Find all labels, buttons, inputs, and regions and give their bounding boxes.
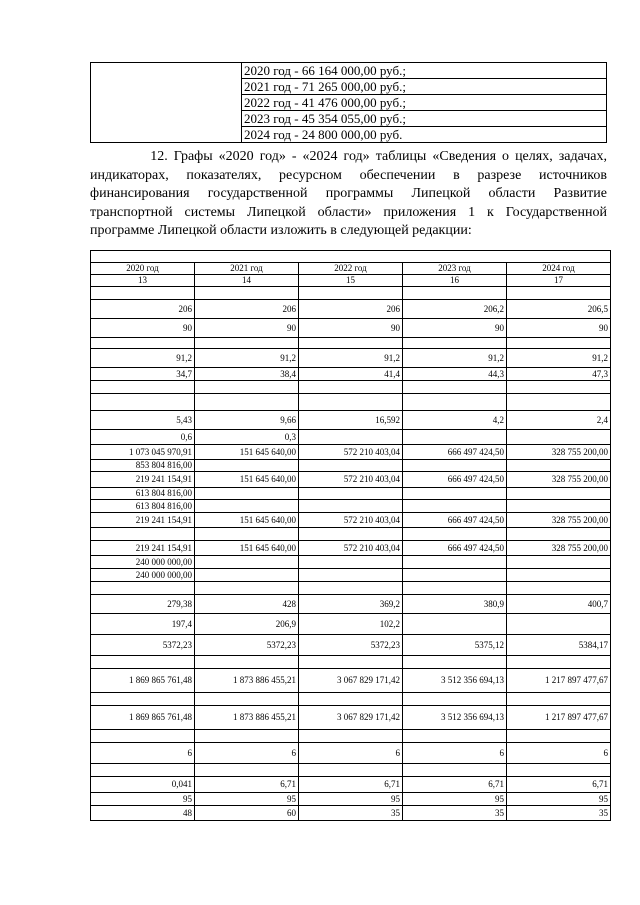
table-cell	[91, 287, 195, 300]
table-cell: 1 073 045 970,91	[91, 445, 195, 460]
table-cell: 666 497 424,50	[403, 513, 507, 528]
table-row	[91, 430, 611, 445]
table-header-row	[91, 263, 611, 275]
table-row	[91, 381, 611, 394]
table-cell	[403, 693, 507, 706]
table-row	[91, 595, 611, 614]
table-cell: 369,2	[299, 595, 403, 614]
table-cell: 6,71	[299, 777, 403, 793]
table-cell	[299, 528, 403, 541]
column-header: 2024 год	[507, 263, 611, 275]
table-cell	[403, 582, 507, 595]
budget-line: 2021 год - 71 265 000,00 руб.;	[242, 79, 607, 95]
table-cell: 4,2	[403, 411, 507, 430]
table-cell: 328 755 200,00	[507, 513, 611, 528]
table-row	[91, 656, 611, 669]
table-cell: 572 210 403,04	[299, 513, 403, 528]
table-row	[91, 743, 611, 764]
table-cell	[403, 528, 507, 541]
table-cell	[299, 430, 403, 445]
table-cell: 3 067 829 171,42	[299, 669, 403, 693]
table-cell: 6	[403, 743, 507, 764]
table-cell: 90	[195, 319, 299, 338]
table-row	[91, 806, 611, 821]
table-cell: 1 869 865 761,48	[91, 706, 195, 730]
table-cell	[403, 394, 507, 411]
table-cell: 90	[507, 319, 611, 338]
table-cell: 6,71	[507, 777, 611, 793]
table-row	[91, 368, 611, 381]
table-cell	[507, 764, 611, 777]
table-cell: 95	[91, 793, 195, 806]
table-cell: 91,2	[299, 349, 403, 368]
table-cell	[403, 556, 507, 569]
table-cell: 2,4	[507, 411, 611, 430]
table-cell	[507, 656, 611, 669]
table-cell: 666 497 424,50	[403, 541, 507, 556]
table-cell: 3 512 356 694,13	[403, 669, 507, 693]
table-cell	[403, 569, 507, 582]
column-number: 14	[195, 275, 299, 287]
table-cell: 41,4	[299, 368, 403, 381]
table-cell	[507, 338, 611, 349]
table-cell	[299, 460, 403, 472]
table-cell	[507, 614, 611, 635]
table-cell	[403, 460, 507, 472]
table-cell: 0,041	[91, 777, 195, 793]
table-cell: 95	[403, 793, 507, 806]
blank-cell	[91, 251, 611, 263]
table-cell: 853 804 816,00	[91, 460, 195, 472]
table-row	[91, 445, 611, 460]
table-cell	[91, 381, 195, 394]
table-cell	[299, 582, 403, 595]
table-cell: 666 497 424,50	[403, 472, 507, 488]
table-cell	[195, 488, 299, 500]
table-cell: 428	[195, 595, 299, 614]
table-cell: 90	[91, 319, 195, 338]
table-row	[91, 569, 611, 582]
column-header: 2020 год	[91, 263, 195, 275]
table-cell: 3 067 829 171,42	[299, 706, 403, 730]
table-cell	[403, 730, 507, 743]
table-cell	[507, 381, 611, 394]
indicators-table	[90, 250, 611, 821]
table-cell: 38,4	[195, 368, 299, 381]
table-row	[91, 338, 611, 349]
table-cell: 91,2	[507, 349, 611, 368]
table-cell	[403, 381, 507, 394]
table-row	[91, 793, 611, 806]
table-cell: 44,3	[403, 368, 507, 381]
table-cell: 35	[299, 806, 403, 821]
paragraph-number: 12	[150, 149, 165, 164]
table-cell	[299, 287, 403, 300]
table-cell: 328 755 200,00	[507, 541, 611, 556]
table-row	[91, 528, 611, 541]
table-cell: 572 210 403,04	[299, 472, 403, 488]
table-cell	[507, 500, 611, 513]
budget-lines-table	[90, 62, 607, 143]
table-cell	[507, 528, 611, 541]
table-cell	[195, 569, 299, 582]
column-number: 17	[507, 275, 611, 287]
table-cell	[299, 693, 403, 706]
table-cell: 95	[507, 793, 611, 806]
budget-line-row	[91, 63, 607, 79]
table-cell: 240 000 000,00	[91, 569, 195, 582]
table-cell	[299, 488, 403, 500]
table-cell	[195, 656, 299, 669]
table-cell: 219 241 154,91	[91, 513, 195, 528]
table-row	[91, 411, 611, 430]
table-cell: 197,4	[91, 614, 195, 635]
table-cell	[507, 730, 611, 743]
table-cell: 5375,12	[403, 635, 507, 656]
table-row	[91, 472, 611, 488]
table-row	[91, 693, 611, 706]
table-cell: 613 804 816,00	[91, 500, 195, 513]
table-cell	[403, 656, 507, 669]
table-cell	[195, 582, 299, 595]
table-cell: 47,3	[507, 368, 611, 381]
table-cell: 151 645 640,00	[195, 541, 299, 556]
table-cell: 206,9	[195, 614, 299, 635]
table-row	[91, 614, 611, 635]
table-cell	[195, 556, 299, 569]
table-cell: 5372,23	[91, 635, 195, 656]
table-cell: 151 645 640,00	[195, 472, 299, 488]
table-cell: 151 645 640,00	[195, 445, 299, 460]
column-number: 16	[403, 275, 507, 287]
table-cell: 279,38	[91, 595, 195, 614]
table-row	[91, 706, 611, 730]
table-cell: 6,71	[195, 777, 299, 793]
table-row	[91, 541, 611, 556]
table-cell: 328 755 200,00	[507, 472, 611, 488]
table-cell: 328 755 200,00	[507, 445, 611, 460]
table-cell	[91, 394, 195, 411]
table-cell: 16,592	[299, 411, 403, 430]
table-cell: 6	[299, 743, 403, 764]
table-cell: 9,66	[195, 411, 299, 430]
table-cell: 95	[195, 793, 299, 806]
table-cell	[403, 430, 507, 445]
table-cell: 91,2	[403, 349, 507, 368]
table-cell	[195, 287, 299, 300]
table-cell	[91, 338, 195, 349]
column-number-row	[91, 275, 611, 287]
table-cell	[195, 730, 299, 743]
table-cell	[403, 287, 507, 300]
table-cell: 5384,17	[507, 635, 611, 656]
table-cell	[299, 656, 403, 669]
table-cell	[299, 394, 403, 411]
table-cell: 5372,23	[195, 635, 299, 656]
table-cell	[507, 693, 611, 706]
table-cell: 400,7	[507, 595, 611, 614]
table-cell	[403, 614, 507, 635]
table-row	[91, 582, 611, 595]
table-cell: 1 873 886 455,21	[195, 669, 299, 693]
table-cell: 219 241 154,91	[91, 472, 195, 488]
table-row	[91, 319, 611, 338]
table-cell: 91,2	[195, 349, 299, 368]
table-cell: 91,2	[91, 349, 195, 368]
table-cell	[507, 556, 611, 569]
table-row	[91, 349, 611, 368]
table-cell: 1 217 897 477,67	[507, 669, 611, 693]
table-cell	[403, 500, 507, 513]
table-cell	[507, 287, 611, 300]
table-cell: 206,5	[507, 300, 611, 319]
table-cell: 35	[403, 806, 507, 821]
table-cell: 6	[91, 743, 195, 764]
table-cell	[299, 556, 403, 569]
table-cell	[91, 582, 195, 595]
table-cell: 102,2	[299, 614, 403, 635]
budget-line: 2022 год - 41 476 000,00 руб.;	[242, 95, 607, 111]
table-cell	[91, 528, 195, 541]
table-cell: 1 869 865 761,48	[91, 669, 195, 693]
table-cell	[507, 430, 611, 445]
table-cell: 206	[195, 300, 299, 319]
table-cell: 380,9	[403, 595, 507, 614]
table-cell: 95	[299, 793, 403, 806]
table-cell: 6	[195, 743, 299, 764]
budget-line: 2020 год - 66 164 000,00 руб.;	[242, 63, 607, 79]
table-cell	[195, 381, 299, 394]
table-cell: 206	[91, 300, 195, 319]
table-cell: 48	[91, 806, 195, 821]
table-cell: 90	[403, 319, 507, 338]
empty-label-cell	[91, 63, 242, 143]
table-cell: 60	[195, 806, 299, 821]
table-cell	[507, 488, 611, 500]
paragraph-text: . Графы «2020 год» - «2024 год» таблицы «Сведения о целях, задачах, индикаторах, показателях, ресурсном обеспечении в разрезе источников финансирования государственной программы Липецкой области Развитие транспортной системы Липецкой области» приложения 1 к Государственной программе Липецкой области изложить в следующей редакции:	[90, 149, 607, 239]
table-cell	[91, 730, 195, 743]
table-cell	[403, 488, 507, 500]
table-row	[91, 764, 611, 777]
table-cell: 6,71	[403, 777, 507, 793]
table-cell	[91, 693, 195, 706]
table-cell: 90	[299, 319, 403, 338]
table-cell: 3 512 356 694,13	[403, 706, 507, 730]
table-cell: 572 210 403,04	[299, 541, 403, 556]
table-row	[91, 460, 611, 472]
table-row	[91, 635, 611, 656]
table-cell	[195, 500, 299, 513]
table-cell	[91, 656, 195, 669]
table-cell: 34,7	[91, 368, 195, 381]
table-cell: 666 497 424,50	[403, 445, 507, 460]
column-number: 15	[299, 275, 403, 287]
table-cell	[299, 381, 403, 394]
table-cell	[299, 730, 403, 743]
table-cell: 6	[507, 743, 611, 764]
table-row	[91, 777, 611, 793]
column-number: 13	[91, 275, 195, 287]
column-header: 2021 год	[195, 263, 299, 275]
table-cell: 572 210 403,04	[299, 445, 403, 460]
table-cell: 206,2	[403, 300, 507, 319]
table-cell	[195, 338, 299, 349]
table-cell: 1 873 886 455,21	[195, 706, 299, 730]
table-cell	[195, 460, 299, 472]
table-cell	[299, 500, 403, 513]
table-cell	[403, 338, 507, 349]
table-row	[91, 556, 611, 569]
table-cell: 5,43	[91, 411, 195, 430]
table-cell: 206	[299, 300, 403, 319]
table-cell: 0,3	[195, 430, 299, 445]
table-row	[91, 500, 611, 513]
table-row	[91, 730, 611, 743]
table-cell	[403, 764, 507, 777]
table-cell: 151 645 640,00	[195, 513, 299, 528]
table-cell: 240 000 000,00	[91, 556, 195, 569]
table-cell: 1 217 897 477,67	[507, 706, 611, 730]
table-cell: 0,6	[91, 430, 195, 445]
table-cell	[195, 394, 299, 411]
table-row	[91, 287, 611, 300]
table-cell: 5372,23	[299, 635, 403, 656]
table-cell	[507, 394, 611, 411]
table-cell	[195, 764, 299, 777]
column-header: 2023 год	[403, 263, 507, 275]
table-row	[91, 300, 611, 319]
table-cell	[299, 764, 403, 777]
table-row	[91, 513, 611, 528]
table-cell	[507, 582, 611, 595]
table-cell	[299, 569, 403, 582]
table-row	[91, 669, 611, 693]
table-cell	[91, 764, 195, 777]
table-cell	[195, 528, 299, 541]
budget-line: 2023 год - 45 354 055,00 руб.;	[242, 111, 607, 127]
table-cell: 35	[507, 806, 611, 821]
table-top-blank-row	[91, 251, 611, 263]
table-cell: 219 241 154,91	[91, 541, 195, 556]
table-cell	[195, 693, 299, 706]
amendment-paragraph	[90, 148, 607, 241]
table-cell	[507, 460, 611, 472]
table-cell	[507, 569, 611, 582]
column-header: 2022 год	[299, 263, 403, 275]
table-row	[91, 394, 611, 411]
table-cell	[299, 338, 403, 349]
budget-line: 2024 год - 24 800 000,00 руб.	[242, 127, 607, 143]
table-row	[91, 488, 611, 500]
table-cell: 613 804 816,00	[91, 488, 195, 500]
